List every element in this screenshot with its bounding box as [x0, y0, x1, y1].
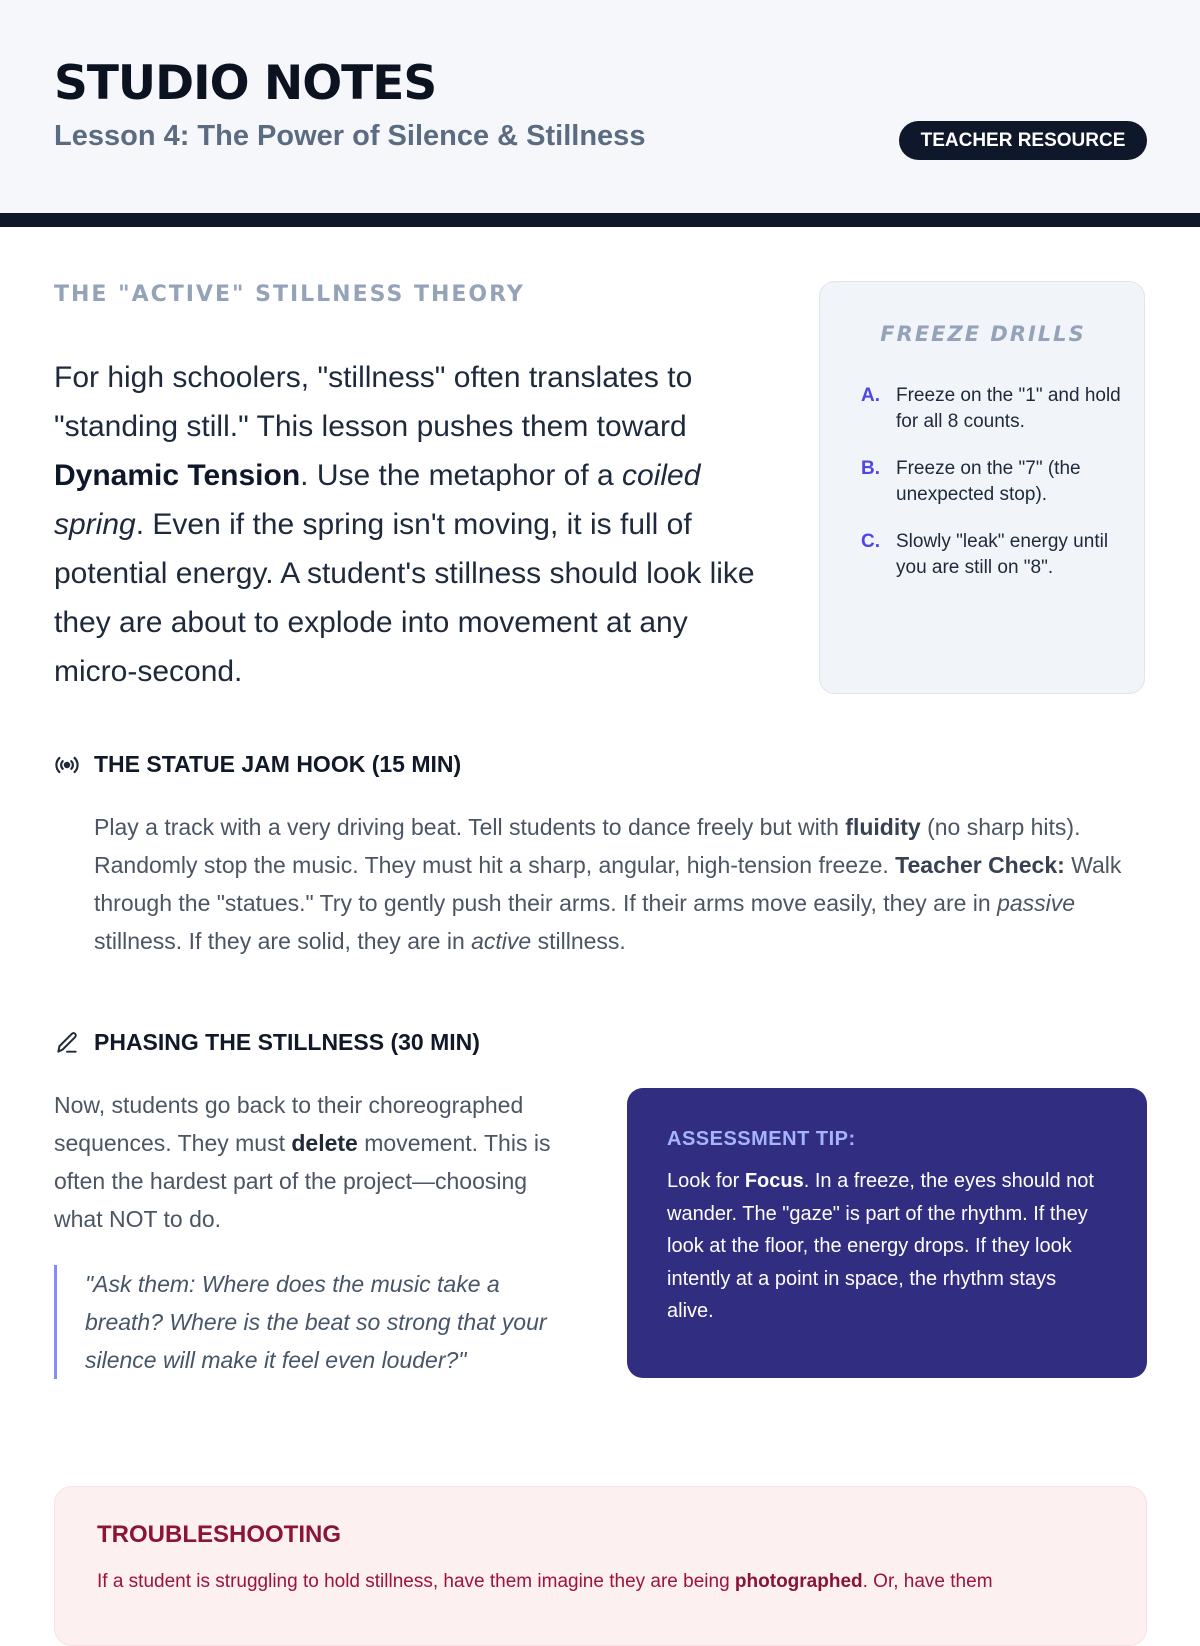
hook-text: (no sharp hits). Randomly stop the music. They must hit a sharp, angular, high-tension freeze.: [94, 814, 1081, 878]
phasing-bold: delete: [291, 1130, 358, 1156]
hook-italic: passive: [997, 890, 1076, 916]
tip-bold: Focus: [744, 1170, 804, 1192]
tip-text: . In a freeze, the eyes should not wander. The "gaze" is part of the rhythm. If they look at the floor, the energy drops. If they look intently at a point in space, the rhythm stays alive.: [667, 1170, 1094, 1322]
trouble-text: . Or, have them: [862, 1571, 993, 1592]
assessment-tip-body: [667, 1165, 1107, 1328]
trouble-text: If a student is struggling to hold stillness, have them imagine they are being: [97, 1571, 735, 1592]
phasing-title: PHASING THE STILLNESS (30 MIN): [94, 1029, 480, 1055]
drill-letter: B.: [861, 458, 880, 479]
phasing-text: Now, students go back to their choreographed sequences. They must: [54, 1092, 524, 1156]
freeze-drills-card: [819, 281, 1145, 694]
drill-text: Slowly "leak" energy until you are still on "8".: [896, 531, 1109, 578]
phasing-paragraph: [54, 1086, 579, 1238]
pull-quote: "Ask them: Where does the music take a breath? Where is the beat so strong that your silence will make it feel even louder?": [54, 1265, 574, 1379]
phasing-text: movement. This is often the hardest part of the project—choosing what NOT to do.: [54, 1130, 551, 1232]
teacher-resource-badge: TEACHER RESOURCE: [899, 121, 1147, 160]
drill-item: [861, 456, 1121, 508]
hook-text: stillness.: [531, 928, 626, 954]
freeze-drills-title: FREEZE DRILLS: [880, 322, 1086, 346]
hook-bold: Teacher Check:: [895, 852, 1065, 878]
hook-text: stillness. If they are solid, they are in: [94, 928, 472, 954]
lesson-title: Lesson 4: The Power of Silence & Stillness: [54, 120, 646, 152]
assessment-tip-title: ASSESSMENT TIP:: [667, 1128, 856, 1150]
drill-item: [861, 383, 1121, 435]
drill-text: Freeze on the "1" and hold for all 8 counts.: [896, 385, 1121, 432]
lead-text: For high schoolers, "stillness" often translates to "standing still." This lesson pushes them toward: [54, 361, 693, 443]
lead-paragraph: [54, 353, 764, 696]
lead-text: . Use the metaphor of a: [300, 459, 623, 492]
lead-italic: coiled spring: [54, 459, 701, 541]
brand-title: STUDIO NOTES: [54, 56, 437, 111]
hook-text: Walk through the "statues." Try to gently push their arms. If their arms move easily, they are in: [94, 852, 1122, 916]
troubleshooting-title: TROUBLESHOOTING: [97, 1521, 341, 1548]
hook-paragraph: [94, 808, 1124, 960]
tip-text: Look for: [667, 1170, 745, 1192]
broadcast-icon: [54, 752, 80, 778]
assessment-tip-card: [627, 1088, 1147, 1378]
hook-text: Play a track with a very driving beat. Tell students to dance freely but with: [94, 814, 846, 840]
pencil-icon: [54, 1030, 80, 1056]
drill-letter: C.: [861, 531, 880, 552]
hook-heading: [54, 751, 461, 778]
drill-item: [861, 529, 1121, 581]
phasing-heading: [54, 1029, 480, 1056]
troubleshooting-body: [97, 1567, 1104, 1597]
drill-text: Freeze on the "7" (the unexpected stop).: [896, 458, 1081, 505]
trouble-bold: photographed: [734, 1571, 863, 1592]
hook-italic: active: [471, 928, 532, 954]
page-header: [0, 0, 1200, 227]
troubleshooting-card: [54, 1486, 1147, 1646]
hook-title: THE STATUE JAM HOOK (15 MIN): [94, 751, 462, 777]
section-kicker: THE "ACTIVE" STILLNESS THEORY: [54, 282, 525, 307]
hook-bold: fluidity: [845, 814, 921, 840]
lead-text: . Even if the spring isn't moving, it is full of potential energy. A student's stillness should look like they are about to explode into movement at any micro-second.: [54, 508, 755, 688]
lead-bold: Dynamic Tension: [54, 459, 301, 492]
drill-letter: A.: [861, 385, 880, 406]
